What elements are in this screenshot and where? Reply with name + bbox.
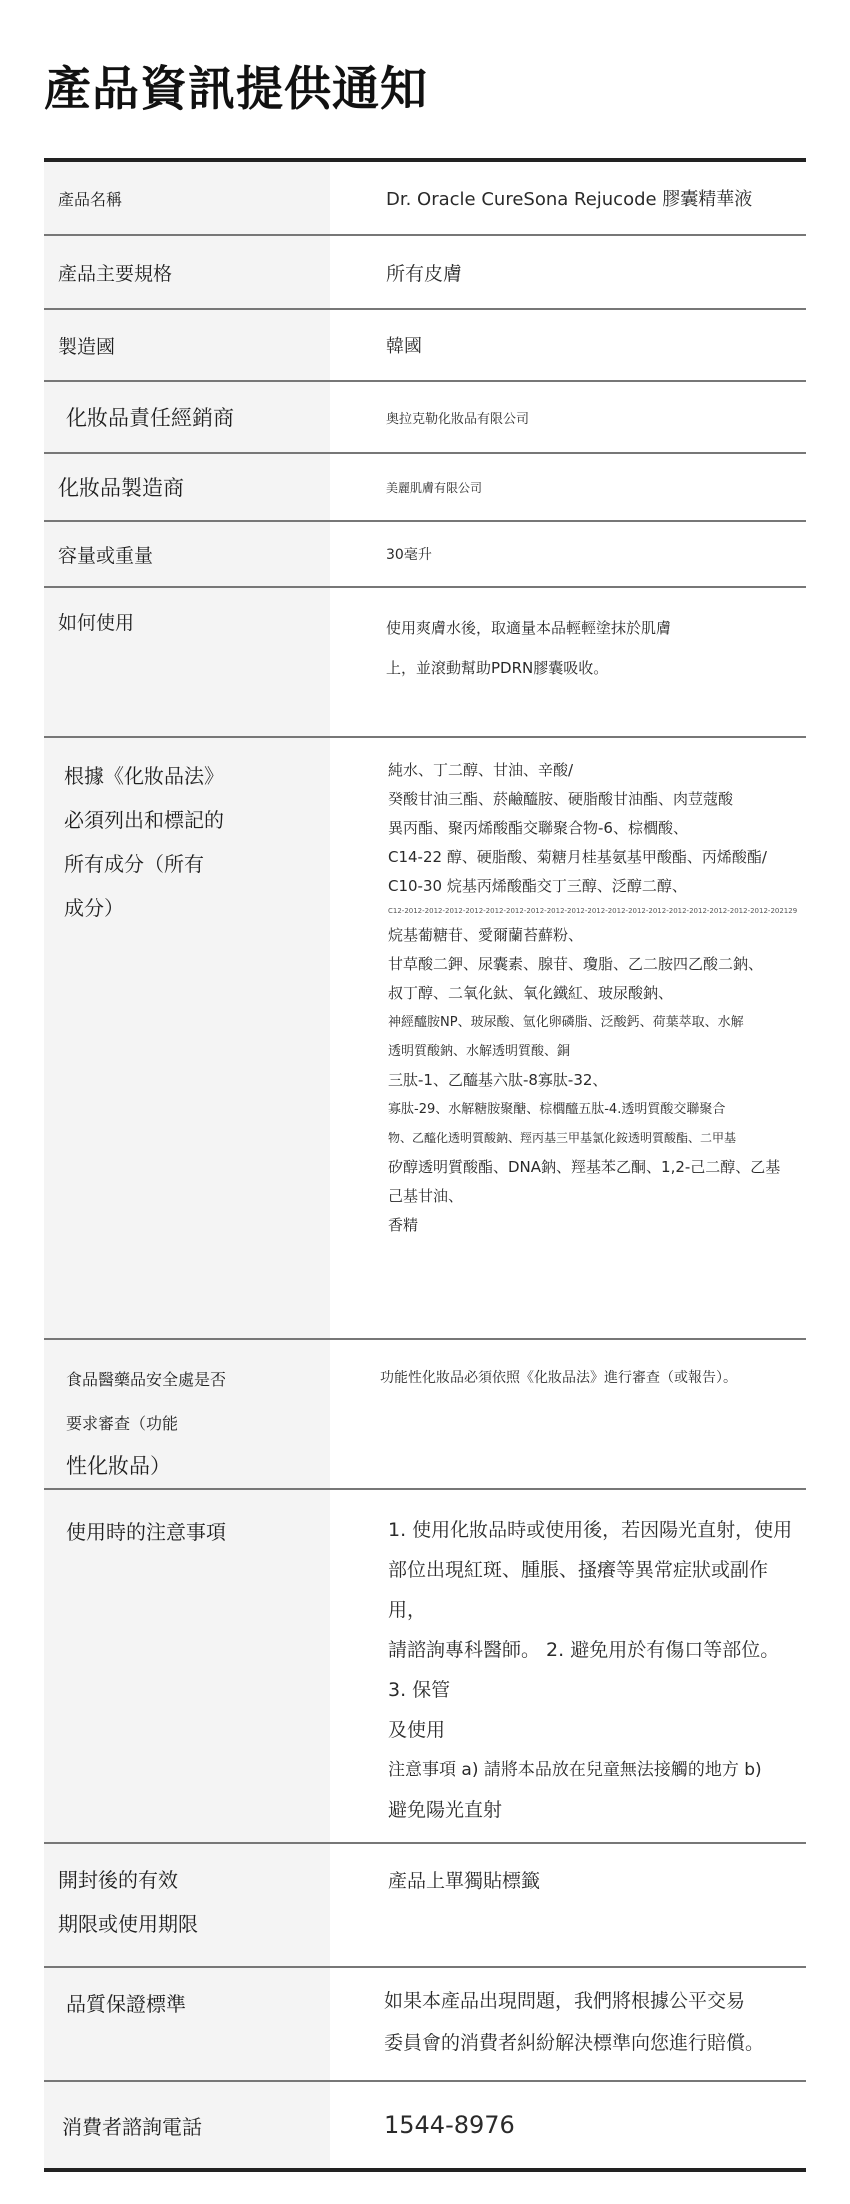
ingredient-line: 己基甘油、 — [388, 1187, 464, 1205]
precaution-line: 注意事項 a) 請將本品放在兒童無法接觸的地方 b) — [388, 1760, 762, 1780]
ingredient-line: 純水、丁二醇、甘油、辛酸/ — [388, 761, 574, 779]
ingredient-line: 香精 — [388, 1216, 419, 1234]
ingredient-line: 癸酸甘油三酯、菸鹼醯胺、硬脂酸甘油酯、肉荳蔻酸 — [388, 790, 734, 808]
value-main-spec: 所有皮膚 — [386, 262, 463, 285]
page-title: 產品資訊提供通知 — [44, 62, 428, 117]
value-volume: 30毫升 — [386, 547, 432, 563]
ingredient-line-fine-print: C12-2012-2012-2012-2012-2012-2012-2012-2012-2012-2012-2012-2012-2012-2012-2012-2012-2012-2012-202129 — [388, 907, 798, 915]
quality-line: 如果本產品出現問題，我們將根據公平交易 — [384, 1990, 746, 2012]
row-origin — [44, 310, 806, 382]
row-review — [44, 1340, 806, 1490]
label-quality: 品質保證標準 — [44, 1968, 330, 2080]
value-product-name: Dr. Oracle CureSona Rejucode 膠囊精華液 — [386, 189, 753, 210]
ingredients-label-line: 必須列出和標記的 — [64, 808, 224, 832]
precaution-line: 部位出現紅斑、腫脹、搔癢等異常症狀或副作用， — [388, 1559, 769, 1621]
value-distributor: 奥拉克勒化妝品有限公司 — [386, 411, 530, 427]
label-origin: 製造國 — [44, 310, 330, 380]
value-usage — [330, 588, 806, 736]
usage-line: 使用爽膚水後，取適量本品輕輕塗抹於肌膚 — [386, 619, 672, 637]
value-origin: 韓國 — [386, 336, 422, 357]
label-phone: 消費者諮詢電話 — [44, 2082, 330, 2168]
review-label-line: 性化妝品） — [66, 1454, 171, 1478]
ingredients-label-line: 所有成分（所有 — [64, 852, 204, 876]
expiry-label-line: 期限或使用期限 — [58, 1912, 198, 1936]
label-main-spec: 產品主要規格 — [44, 236, 330, 308]
ingredients-label-line: 根據《化妝品法》 — [64, 764, 224, 788]
precaution-line: 及使用 — [388, 1719, 446, 1741]
row-quality — [44, 1968, 806, 2082]
precaution-line: 避免陽光直射 — [388, 1799, 503, 1821]
ingredient-line: 物、乙醯化透明質酸鈉、羥丙基三甲基氯化銨透明質酸酯、二甲基 — [388, 1131, 737, 1145]
ingredient-line: C14-22 醇、硬脂酸、菊糖月桂基氨基甲酸酯、丙烯酸酯/ — [388, 848, 767, 866]
usage-line: 上，並滾動幫助PDRN膠囊吸收。 — [386, 659, 609, 677]
value-manufacturer: 美麗肌膚有限公司 — [386, 480, 483, 495]
label-ingredients — [44, 738, 330, 1338]
value-phone: 1544-8976 — [384, 2111, 515, 2139]
row-distributor — [44, 382, 806, 454]
row-volume — [44, 522, 806, 588]
ingredient-line: 叔丁醇、二氧化鈦、氧化鐵紅、玻尿酸鈉、 — [388, 984, 674, 1002]
row-main-spec — [44, 236, 806, 310]
row-precautions — [44, 1490, 806, 1844]
precaution-line: 請諮詢專科醫師。 2. 避免用於有傷口等部位。 3. 保管 — [388, 1639, 780, 1701]
row-ingredients — [44, 738, 806, 1340]
expiry-label-line: 開封後的有效 — [58, 1868, 178, 1892]
ingredient-line: 烷基葡糖苷、愛爾蘭苔蘚粉、 — [388, 926, 584, 944]
precaution-line: 1. 使用化妝品時或使用後，若因陽光直射，使用 — [388, 1519, 793, 1541]
row-expiry — [44, 1844, 806, 1968]
ingredient-line: 甘草酸二鉀、尿囊素、腺苷、瓊脂、乙二胺四乙酸二鈉、 — [388, 955, 764, 973]
review-label-line: 食品醫藥品安全處是否 — [66, 1370, 227, 1389]
value-expiry: 產品上單獨貼標籤 — [388, 1870, 541, 1892]
value-ingredients — [330, 738, 807, 1338]
quality-line: 委員會的消費者糾紛解決標準向您進行賠償。 — [384, 2032, 765, 2054]
ingredient-line: 寡肽-29、水解糖胺聚醣、棕櫚醯五肽-4.透明質酸交聯聚合 — [388, 1102, 726, 1117]
value-precautions — [330, 1490, 806, 1842]
label-precautions: 使用時的注意事項 — [44, 1490, 330, 1842]
label-product-name: 產品名稱 — [44, 162, 330, 234]
review-label-line: 要求審查（功能 — [66, 1414, 179, 1433]
label-manufacturer: 化妝品製造商 — [44, 454, 330, 520]
label-usage: 如何使用 — [44, 588, 330, 736]
label-volume: 容量或重量 — [44, 522, 330, 586]
ingredient-line: 神經醯胺NP、玻尿酸、氫化卵磷脂、泛酸鈣、荷葉萃取、水解 — [388, 1015, 744, 1030]
label-expiry — [44, 1844, 330, 1966]
product-info-table — [44, 158, 806, 2172]
ingredient-line: 三肽-1、乙醯基六肽-8寡肽-32、 — [388, 1071, 608, 1089]
ingredient-line: 透明質酸鈉、水解透明質酸、銅 — [388, 1044, 571, 1059]
ingredient-line: 矽醇透明質酸酯、DNA鈉、羥基苯乙酮、1,2-己二醇、乙基 — [388, 1158, 781, 1176]
ingredients-label-line: 成分） — [64, 896, 124, 920]
ingredient-line: 異丙酯、聚丙烯酸酯交聯聚合物-6、棕櫚酸、 — [388, 819, 688, 837]
row-product-name — [44, 162, 806, 236]
label-review — [44, 1340, 330, 1488]
ingredient-line: C10-30 烷基丙烯酸酯交丁三醇、泛醇二醇、 — [388, 877, 687, 895]
label-distributor: 化妝品責任經銷商 — [44, 382, 330, 452]
row-usage — [44, 588, 806, 738]
value-review: 功能性化妝品必須依照《化妝品法》進行審查（或報告）。 — [380, 1370, 737, 1386]
row-phone — [44, 2082, 806, 2172]
value-quality — [330, 1968, 806, 2080]
row-manufacturer — [44, 454, 806, 522]
